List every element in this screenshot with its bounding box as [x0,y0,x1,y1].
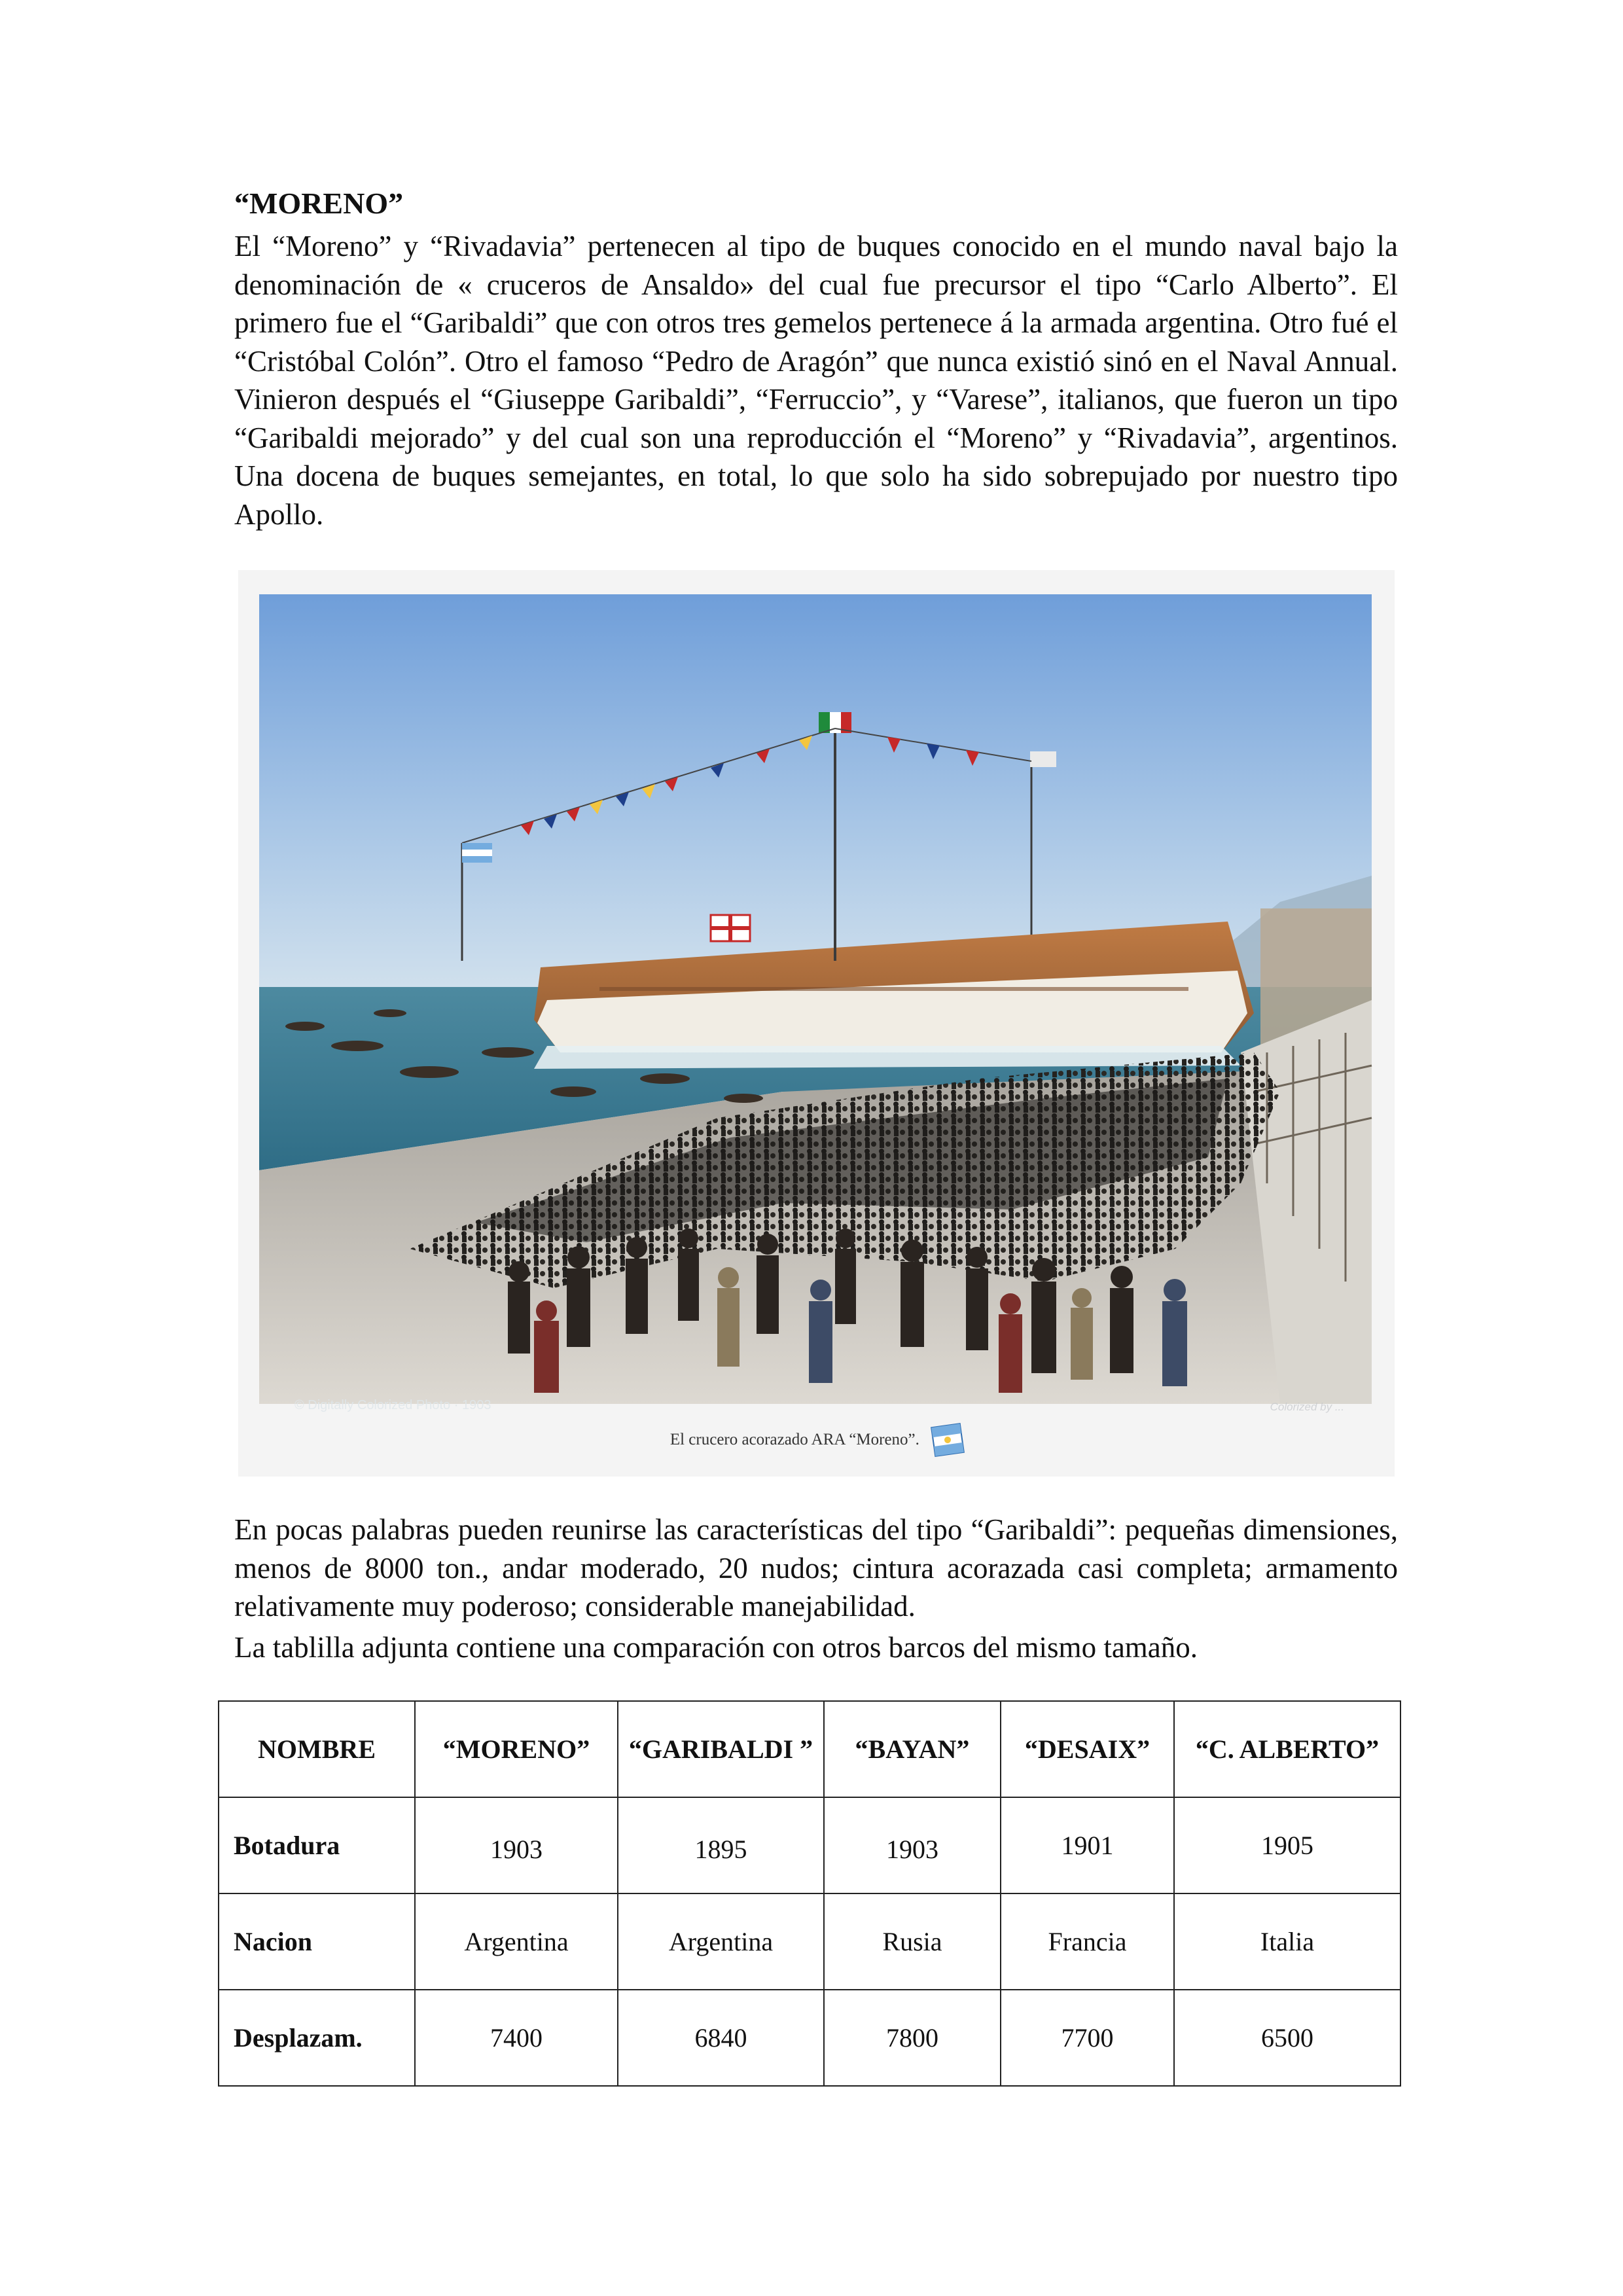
header-desaix: “DESAIX” [1001,1701,1174,1797]
row-label-nacion: Nacion [219,1893,415,1990]
header-bayan: “BAYAN” [824,1701,1001,1797]
comparison-table [218,1700,1401,2087]
table-cell: Italia [1174,1893,1400,1990]
table-cell: Argentina [618,1893,824,1990]
photo-credit-left: © Digitally Colorized Photo · 1903 [294,1398,491,1412]
ship-launch-figure [238,570,1395,1477]
table-cell: 6840 [618,1990,824,2086]
table-cell: 1905 [1174,1797,1400,1893]
table-cell: 1895 [618,1797,824,1893]
table-cell: 7700 [1001,1990,1174,2086]
ship-launch-photo [259,594,1372,1413]
table-cell: Rusia [824,1893,1001,1990]
characteristics-paragraph: En pocas palabras pueden reunirse las características del tipo “Garibaldi”: pequeñas dimensiones, menos de 8000 ton., andar moderado, 20 nudos; cintura acorazada casi completa; armamento relativamente muy poderoso; considerable manejabilidad. [234,1513,1398,1623]
table-cell: Francia [1001,1893,1174,1990]
header-garibaldi: “GARIBALDI ” [618,1701,824,1797]
table-header-row [219,1701,1400,1797]
header-c-alberto: “C. ALBERTO” [1174,1701,1400,1797]
table-row [219,1797,1400,1893]
figure-caption [238,1425,1395,1455]
table-cell: 7800 [824,1990,1001,2086]
row-label-botadura: Botadura [219,1797,415,1893]
photo-credit-right: Colorized by ... [1270,1401,1344,1413]
table-cell: 6500 [1174,1990,1400,2086]
header-moreno: “MORENO” [415,1701,618,1797]
table-cell: Argentina [415,1893,618,1990]
table-intro-paragraph: La tablilla adjunta contiene una comparación con otros barcos del mismo tamaño. [234,1631,1198,1664]
figure-caption-text: El crucero acorazado ARA “Moreno”. [669,1431,919,1448]
section-heading: “MORENO” [234,187,404,220]
table-cell: 1901 [1001,1797,1174,1893]
row-label-desplazam: Desplazam. [219,1990,415,2086]
intro-paragraph: El “Moreno” y “Rivadavia” pertenecen al tipo de buques conocido en el mundo naval bajo la denominación de « cruceros de Ansaldo» del cual fue precursor el tipo “Carlo Alberto”. El primero fue el “Garibaldi” que con otros tres gemelos pertenece á la armada argentina. Otro fué el “Cristóbal Colón”. Otro el famoso “Pedro de Aragón” que nunca existió sinó en el Naval Annual. Vinieron después el “Giuseppe Garibaldi”, “Ferruccio”, y “Varese”, italianos, que fueron un tipo “Garibaldi mejorado” y del cual son una reproducción el “Moreno” y “Rivadavia”, argentinos. Una docena de buques semejantes, en total, lo que solo ha sido sobrepujado por nuestro tipo Apollo. [234,230,1398,531]
table-cell: 7400 [415,1990,618,2086]
table-row [219,1990,1400,2086]
table-cell: 1903 [415,1797,618,1893]
table-row [219,1893,1400,1990]
table-cell: 1903 [824,1797,1001,1893]
header-nombre: NOMBRE [219,1701,415,1797]
argentine-flag-icon [931,1423,965,1457]
